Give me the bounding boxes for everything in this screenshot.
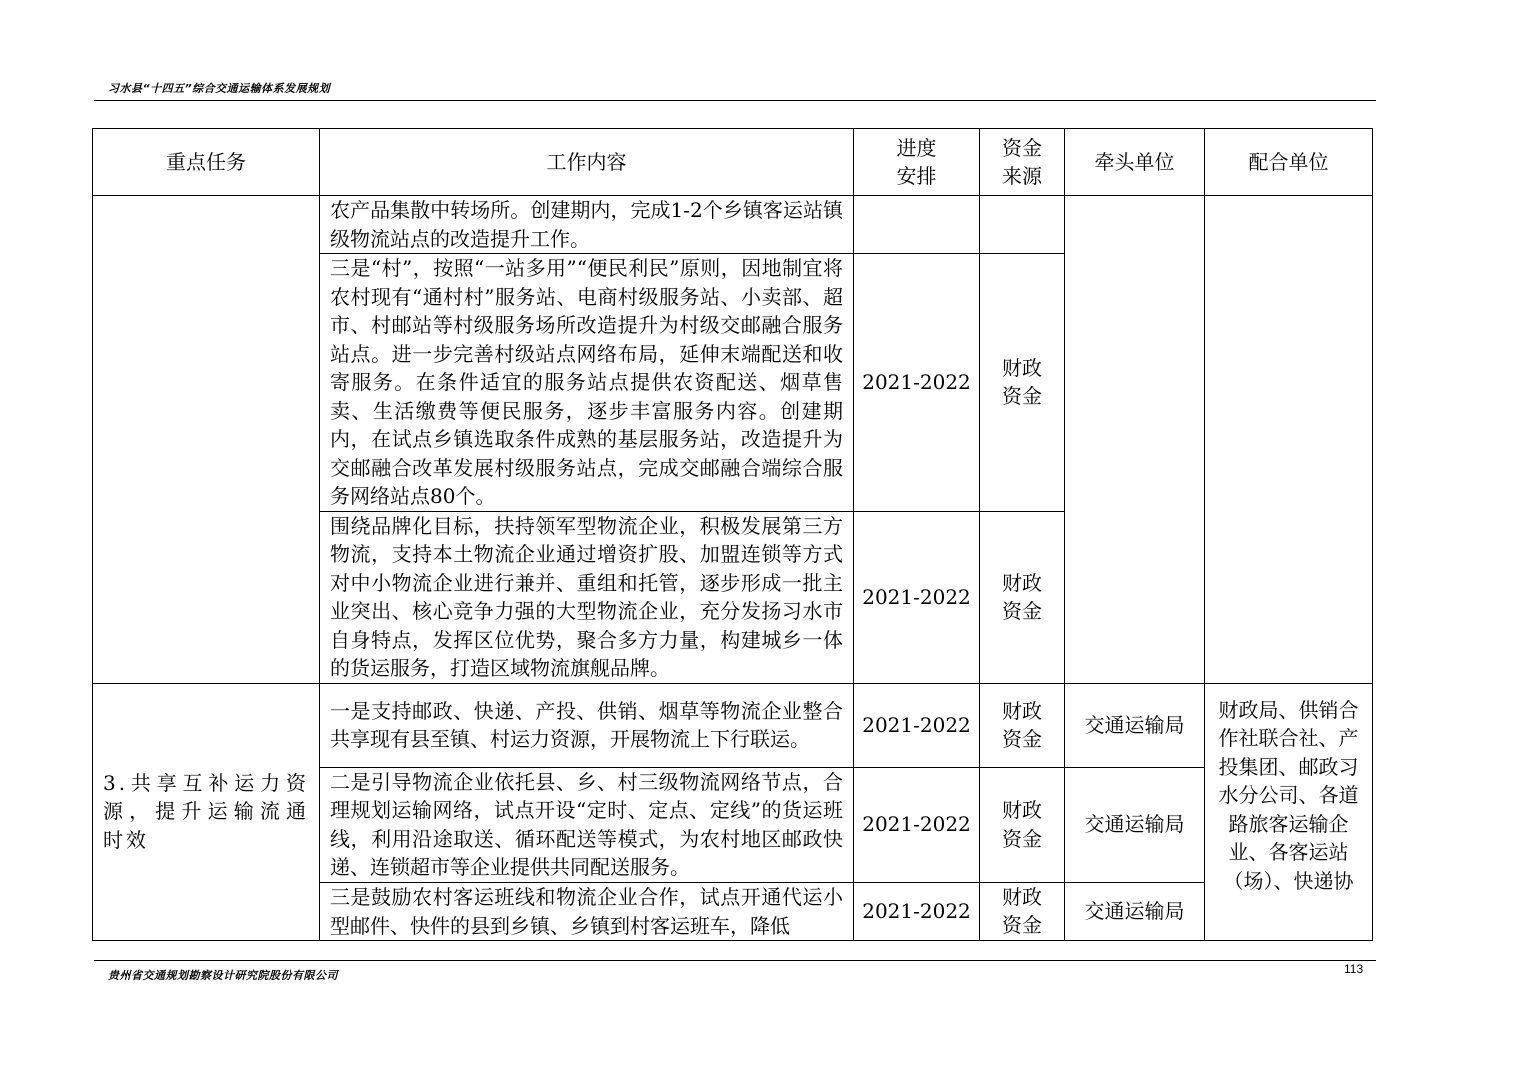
cooperate-cell [1205,196,1373,684]
page-number: 113 [1344,962,1364,976]
table-row [93,196,1373,254]
footer-company: 贵州省交通规划勘察设计研究院股份有限公司 [108,969,338,982]
lead-cell: 交通运输局 [1065,767,1205,882]
task-cell: 3.共享互补运力资源，提升运输流通时效 [93,683,320,940]
cooperate-cell: 财政局、供销合作社联合社、产投集团、邮政习水分公司、各道路旅客运输企业、各客运站（场）、快递协 [1205,683,1373,940]
schedule-cell [854,196,980,254]
content-cell: 围绕品牌化目标，扶持领军型物流企业，积极发展第三方物流，支持本土物流企业通过增资扩股、加盟连锁等方式对中小物流企业进行兼并、重组和托管，逐步形成一批主业突出、核心竞争力强的大型物流企业，充分发扬习水市自身特点，发挥区位优势，聚合多方力量，构建城乡一体的货运服务，打造区域物流旗舰品牌。 [320,511,854,683]
funding-cell: 财政资金 [980,254,1065,512]
content-cell: 三是“村”，按照“一站多用”“便民利民”原则，因地制宜将农村现有“通村村”服务站、电商村级服务站、小卖部、超市、村邮站等村级服务场所改造提升为村级交邮融合服务站点。进一步完善村级站点网络布局，延伸末端配送和收寄服务。在条件适宜的服务站点提供农资配送、烟草售卖、生活缴费等便民服务，逐步丰富服务内容。创建期内，在试点乡镇选取条件成熟的基层服务站，改造提升为交邮融合改革发展村级服务站点，完成交邮融合端综合服务网络站点80个。 [320,254,854,512]
header-divider [94,100,1376,101]
schedule-cell: 2021-2022 [854,767,980,882]
lead-cell [1065,196,1205,684]
page-header-title: 习水县“十四五”综合交通运输体系发展规划 [108,82,331,95]
col-header-funding: 资金 来源 [980,129,1065,196]
col-header-lead: 牵头单位 [1065,129,1205,196]
lead-cell: 交通运输局 [1065,882,1205,940]
funding-cell: 财政资金 [980,683,1065,767]
col-header-cooperate: 配合单位 [1205,129,1373,196]
funding-cell: 财政资金 [980,511,1065,683]
schedule-cell: 2021-2022 [854,511,980,683]
col-header-schedule: 进度 安排 [854,129,980,196]
funding-cell [980,196,1065,254]
schedule-cell: 2021-2022 [854,683,980,767]
funding-cell: 财政资金 [980,767,1065,882]
content-cell: 农产品集散中转场所。创建期内，完成1-2个乡镇客运站镇级物流站点的改造提升工作。 [320,196,854,254]
schedule-cell: 2021-2022 [854,882,980,940]
lead-cell: 交通运输局 [1065,683,1205,767]
footer-divider [94,960,1376,961]
content-cell: 三是鼓励农村客运班线和物流企业合作，试点开通代运小型邮件、快件的县到乡镇、乡镇到村客运班车，降低 [320,882,854,940]
col-header-task: 重点任务 [93,129,320,196]
content-cell: 二是引导物流企业依托县、乡、村三级物流网络节点，合理规划运输网络，试点开设“定时、定点、定线”的货运班线，利用沿途取送、循环配送等模式，为农村地区邮政快递、连锁超市等企业提供共同配送服务。 [320,767,854,882]
task-table [92,128,1373,941]
table-row [93,683,1373,767]
funding-cell: 财政资金 [980,882,1065,940]
table-header-row [93,129,1373,196]
col-header-content: 工作内容 [320,129,854,196]
content-cell: 一是支持邮政、快递、产投、供销、烟草等物流企业整合共享现有县至镇、村运力资源，开展物流上下行联运。 [320,683,854,767]
schedule-cell: 2021-2022 [854,254,980,512]
task-cell [93,196,320,684]
